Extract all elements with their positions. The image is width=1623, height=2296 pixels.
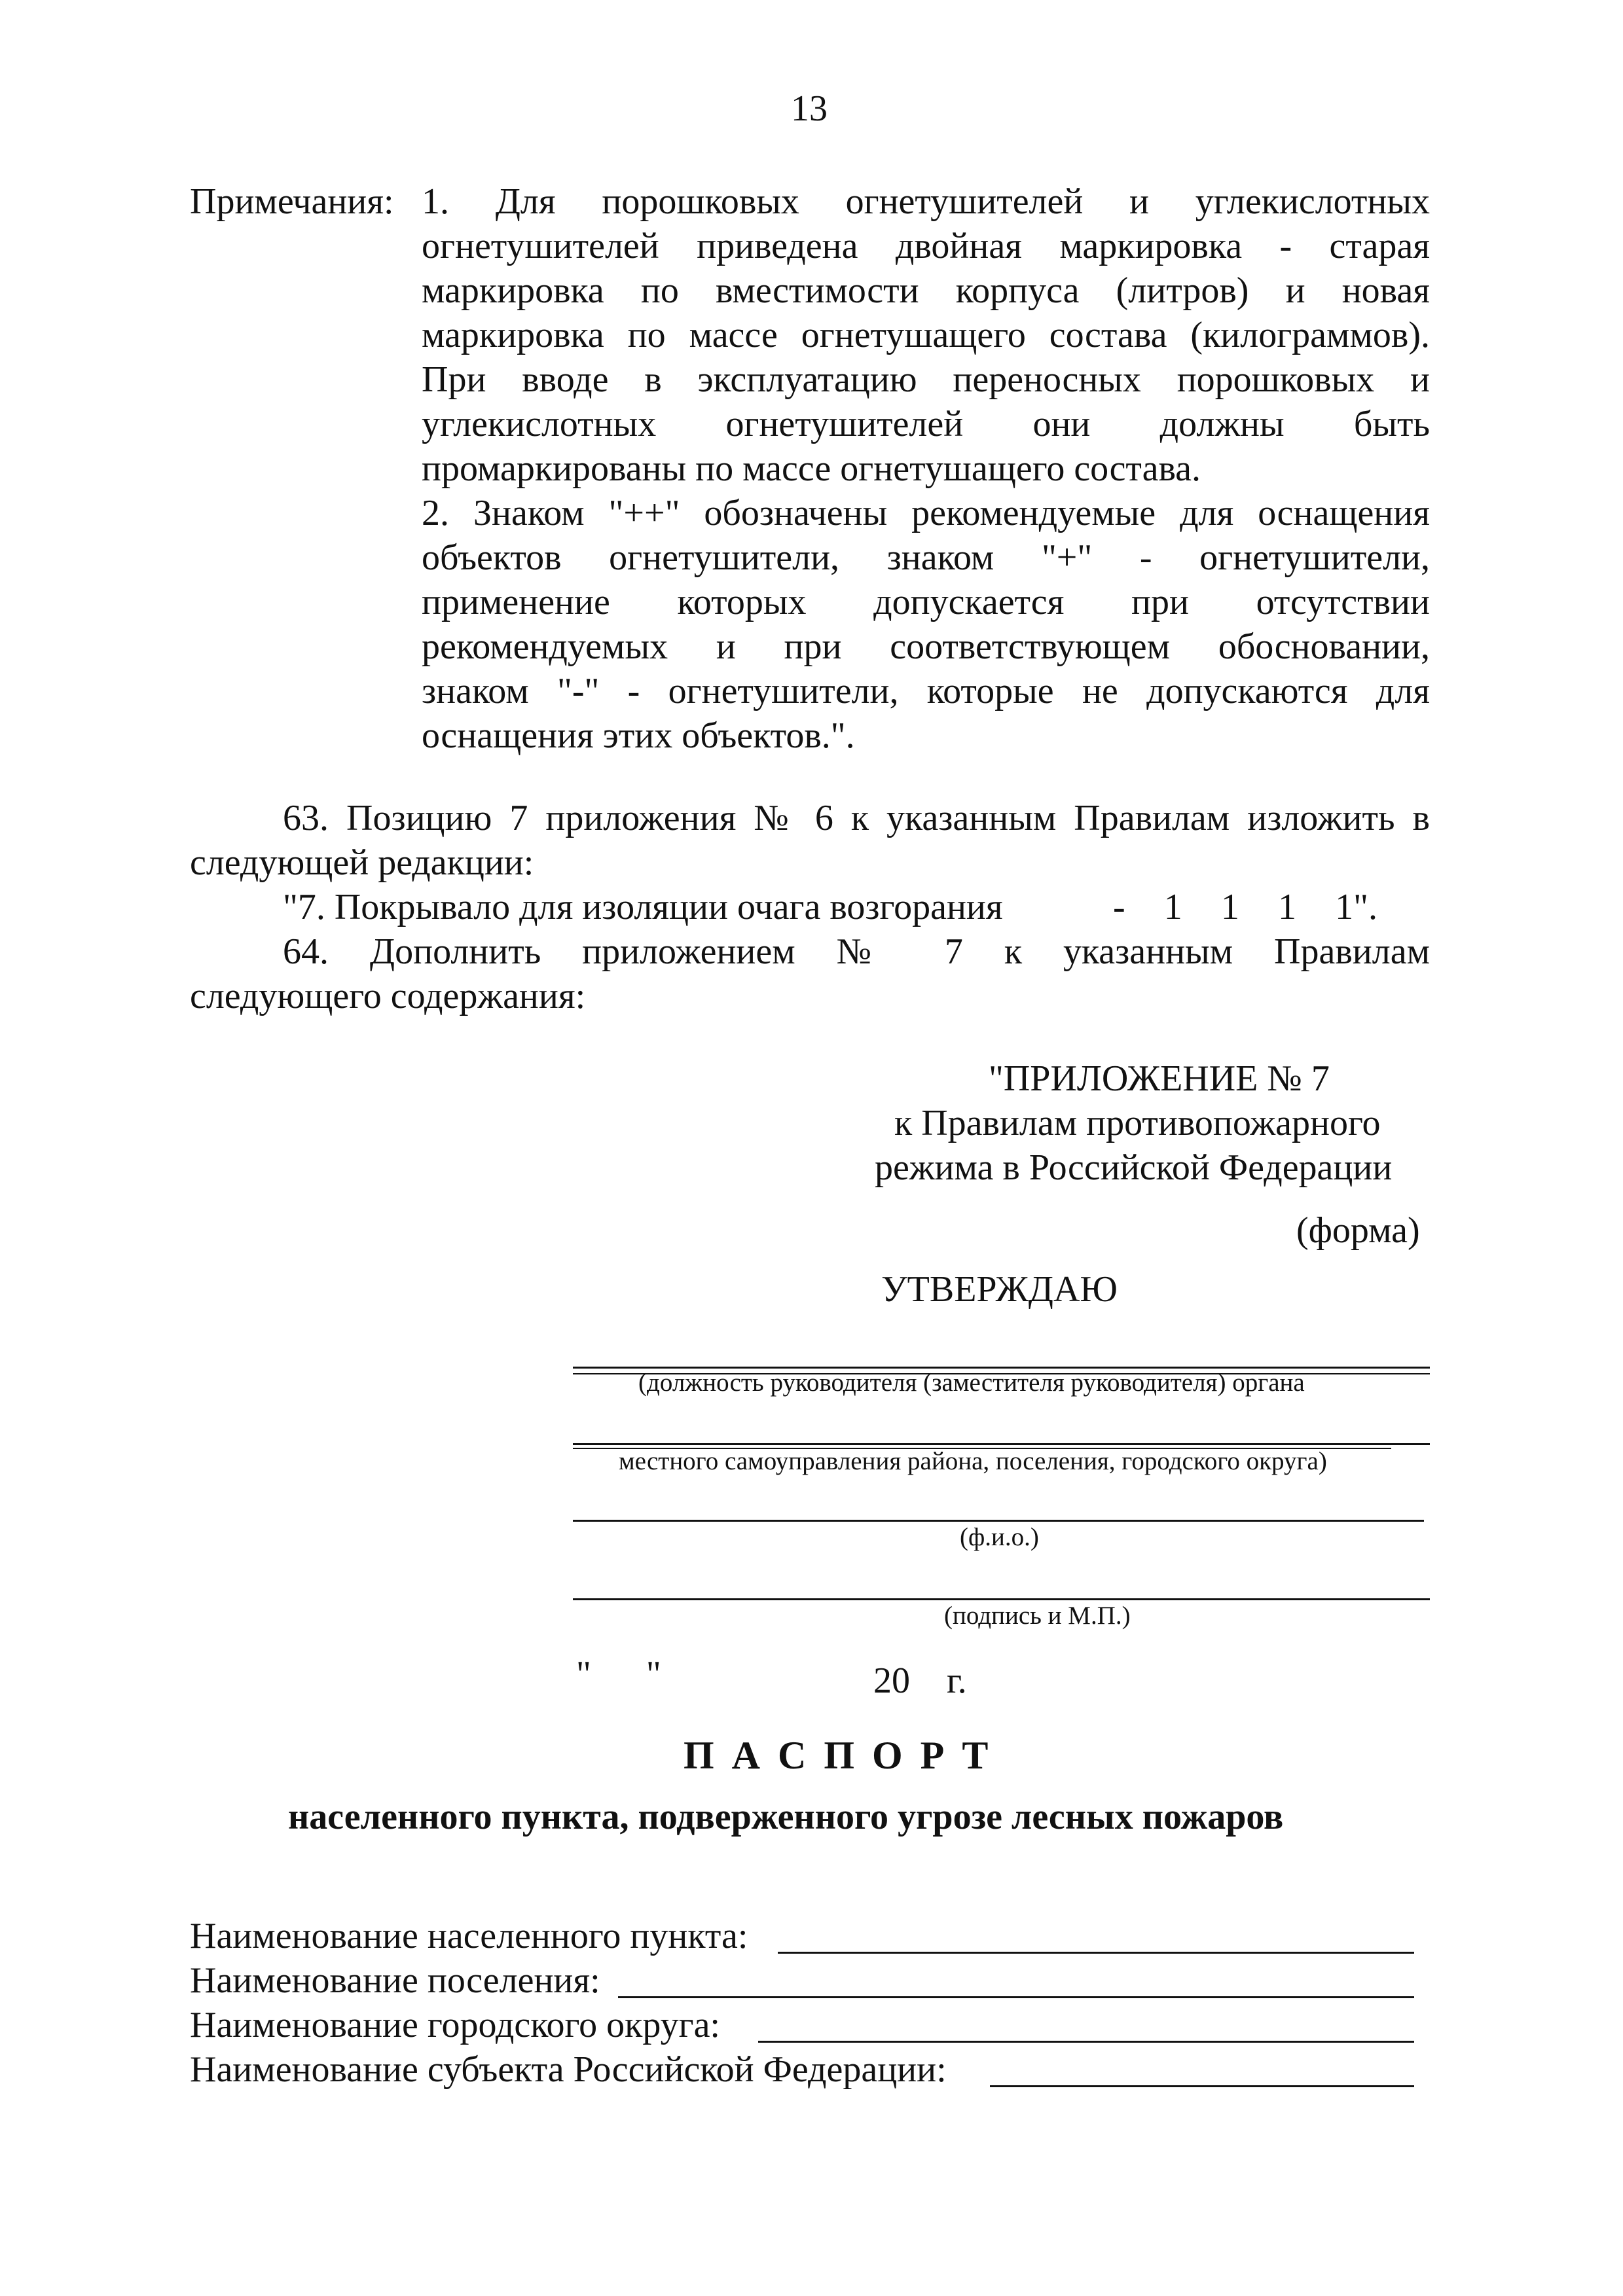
date-year: 20 г. [873,1660,967,1701]
item64-line1: 64. Дополнить приложением № 7 к указанным Правилам [283,931,1430,972]
item63-line1: 63. Позицию 7 приложения № 6 к указанным Правилам изложить в [283,798,1430,838]
passport-subtitle: населенного пункта, подверженного угрозе лесных пожаров [288,1797,1284,1837]
position-caption: (должность руководителя (заместителя руководителя) органа [638,1369,1305,1397]
field-label: Наименование городского округа: [190,2005,720,2045]
item63-line2: следующей редакции: [190,842,534,883]
field-label: Наименование населенного пункта: [190,1916,748,1956]
note-line: промаркированы по массе огнетушащего состава. [422,448,1201,489]
note-line: рекомендуемых и при соответствующем обосновании, [422,626,1430,667]
field-underline [618,1996,1414,1998]
authority-caption: местного самоуправления района, поселения, городского округа) [619,1447,1327,1475]
note-line: При вводе в эксплуатацию переносных порошковых и [422,359,1430,400]
item63-values: - 1 1 1 1". [1113,887,1377,927]
note-line: применение которых допускается при отсутствии [422,582,1430,622]
signature-caption: (подпись и М.П.) [944,1602,1131,1630]
form-label: (форма) [1296,1210,1420,1251]
signature-line [573,1520,1424,1522]
page-number: 13 [791,88,828,129]
note-line: знаком "-" - огнетушители, которые не допускаются для [422,671,1430,711]
notes-block [422,179,1430,758]
passport-title: П А С П О Р Т [684,1734,993,1777]
note-line: огнетушителей приведена двойная маркировка - старая [422,226,1430,266]
field-underline [778,1952,1414,1954]
appendix-line2: к Правилам противопожарного [894,1103,1381,1143]
approve-heading: УТВЕРЖДАЮ [881,1269,1118,1310]
fio-caption: (ф.и.о.) [960,1523,1039,1551]
note-line: маркировка по вместимости корпуса (литров) и новая [422,270,1430,311]
field-underline [990,2085,1414,2087]
field-label: Наименование субъекта Российской Федерации: [190,2049,947,2090]
appendix-line3: режима в Российской Федерации [875,1147,1393,1188]
appendix-title: "ПРИЛОЖЕНИЕ № 7 [989,1058,1330,1099]
signature-line [573,1598,1430,1600]
field-label: Наименование поселения: [190,1960,600,2001]
note-line: оснащения этих объектов.". [422,715,855,756]
item64-line2: следующего содержания: [190,976,586,1016]
note-line: углекислотных огнетушителей они должны быть [422,404,1430,444]
signature-line [573,1443,1430,1445]
date-quotes: " " [576,1654,661,1695]
item63-quote: "7. Покрывало для изоляции очага возгорания [283,887,1003,927]
note-line: маркировка по массе огнетушащего состава (килограммов). [422,315,1430,355]
notes-label: Примечания: [190,181,394,222]
note-line: 1. Для порошковых огнетушителей и углекислотных [422,181,1430,222]
note-line: 2. Знаком "++" обозначены рекомендуемые для оснащения [422,493,1430,533]
field-underline [758,2041,1414,2043]
note-line: объектов огнетушители, знаком "+" - огнетушители, [422,537,1430,578]
